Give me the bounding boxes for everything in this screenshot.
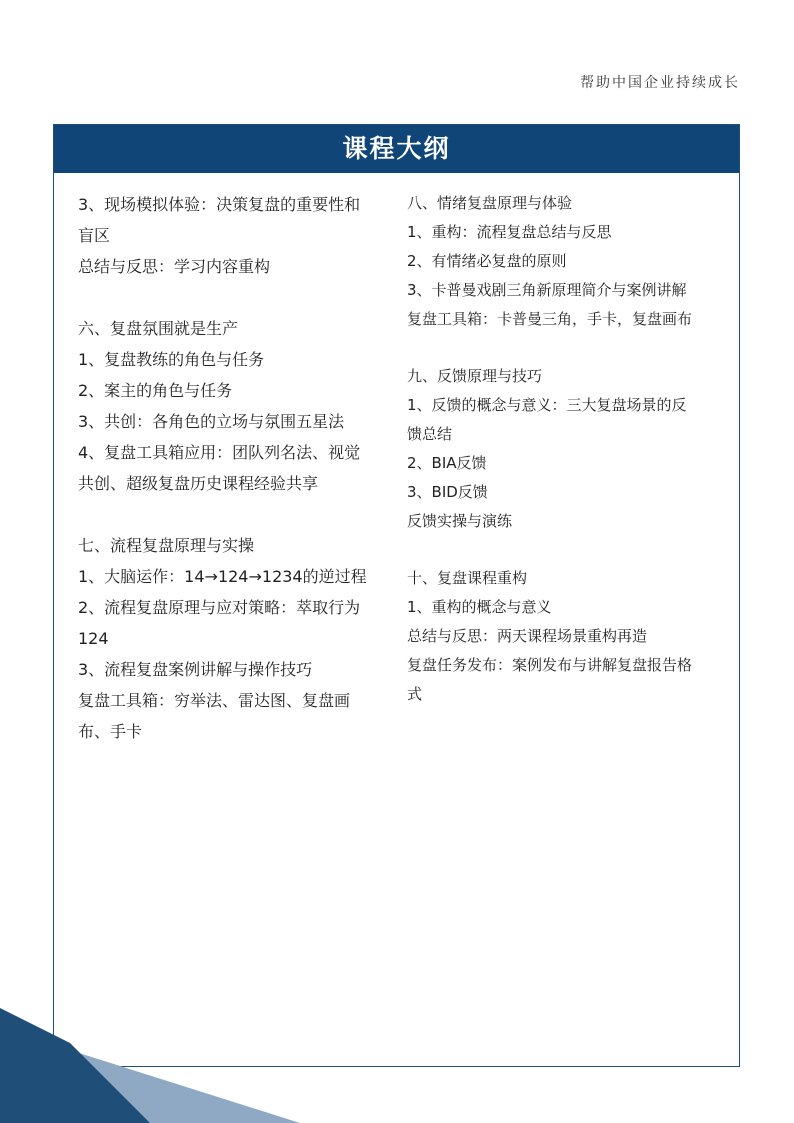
outline-line: 式: [407, 685, 423, 703]
section-heading: 十、复盘课程重构: [407, 569, 528, 587]
outline-line: 复盘工具箱：卡普曼三角，手卡，复盘画布: [407, 310, 693, 328]
outline-line: 总结与反思：两天课程场景重构再造: [407, 627, 648, 645]
outline-line: 1、重构：流程复盘总结与反思: [407, 223, 612, 241]
outline-line: 3、共创：各角色的立场与氛围五星法: [78, 412, 345, 431]
section-heading: 七、流程复盘原理与实操: [78, 536, 255, 555]
outline-line: 布、手卡: [78, 722, 143, 741]
outline-line: 1、重构的概念与意义: [407, 598, 552, 616]
outline-line: 共创、超级复盘历史课程经验共享: [78, 474, 319, 493]
outline-line: 3、现场模拟体验：决策复盘的重要性和: [78, 195, 361, 214]
section-heading: 八、情绪复盘原理与体验: [407, 194, 573, 212]
outline-line: 4、复盘工具箱应用：团队列名法、视觉: [78, 443, 361, 462]
outline-line: 2、案主的角色与任务: [78, 381, 233, 400]
outline-line: 1、大脑运作：14→124→1234的逆过程: [78, 567, 367, 586]
outline-left-column: [78, 189, 394, 747]
outline-title: 课程大纲: [54, 125, 739, 173]
header-slogan: 帮助中国企业持续成长: [580, 75, 740, 91]
outline-line: 2、有情绪必复盘的原则: [407, 252, 567, 270]
outline-line: 3、流程复盘案例讲解与操作技巧: [78, 660, 313, 679]
outline-line: 馈总结: [407, 425, 453, 443]
outline-line: 3、BID反馈: [407, 483, 488, 501]
outline-line: 总结与反思：学习内容重构: [78, 257, 271, 276]
section-heading: 六、复盘氛围就是生产: [78, 319, 239, 338]
outline-line: 复盘工具箱：穷举法、雷达图、复盘画: [78, 691, 351, 710]
corner-decoration-dark: [0, 1008, 150, 1123]
outline-gap: [78, 499, 394, 530]
outline-line: 1、复盘教练的角色与任务: [78, 350, 265, 369]
outline-gap: [407, 334, 727, 362]
outline-line: 3、卡普曼戏剧三角新原理简介与案例讲解: [407, 281, 687, 299]
outline-line: 124: [78, 629, 109, 648]
outline-line: 2、BIA反馈: [407, 454, 487, 472]
outline-gap: [407, 536, 727, 564]
course-outline-panel: [53, 124, 740, 1067]
outline-line: 盲区: [78, 226, 111, 245]
outline-line: 2、流程复盘原理与应对策略：萃取行为: [78, 598, 361, 617]
outline-gap: [78, 282, 394, 313]
outline-line: 1、反馈的概念与意义：三大复盘场景的反: [407, 396, 687, 414]
section-heading: 九、反馈原理与技巧: [407, 367, 543, 385]
outline-line: 反馈实操与演练: [407, 512, 513, 530]
outline-right-column: [407, 189, 727, 709]
corner-decoration: [0, 1008, 300, 1123]
outline-line: 复盘任务发布：案例发布与讲解复盘报告格: [407, 656, 693, 674]
